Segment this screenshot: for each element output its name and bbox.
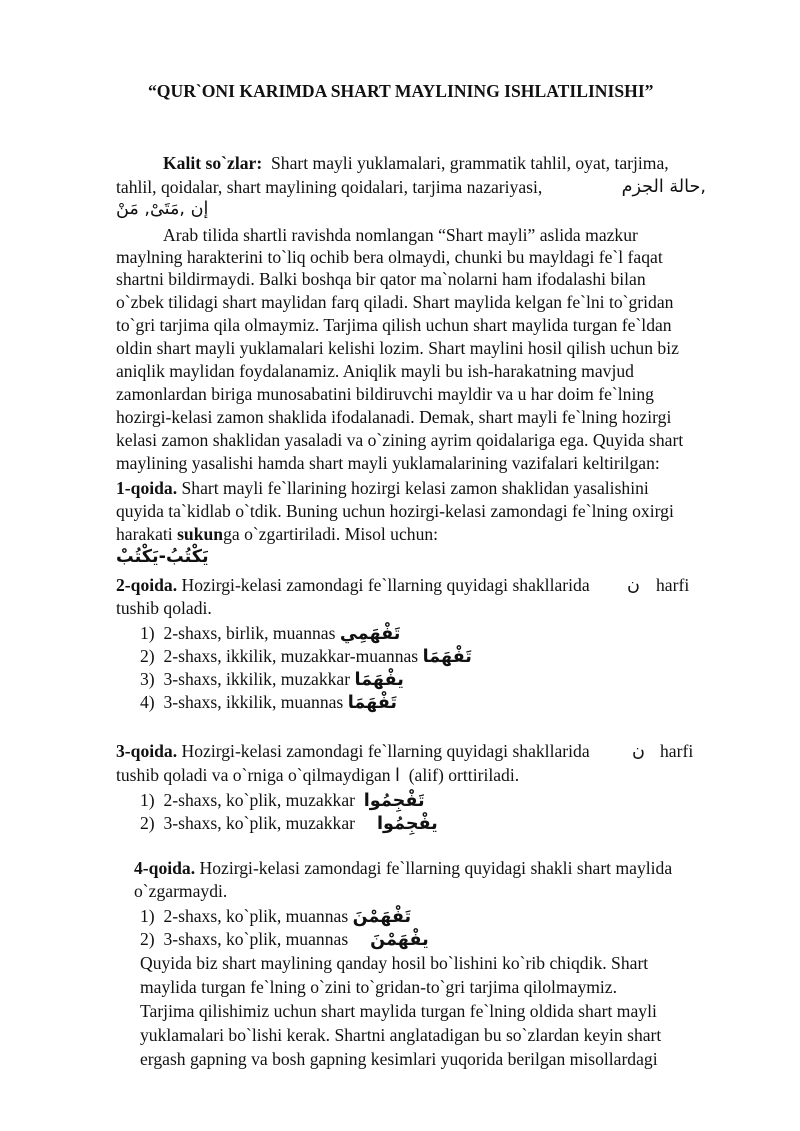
rule4-label: 4-qoida. xyxy=(134,858,196,878)
rule1-label: 1-qoida. xyxy=(116,478,178,498)
rule1-line-1: 1-qoida. Shart mayli fe`llarining hozirgi kelasi zamon shaklidan yasalishini xyxy=(116,478,649,498)
rule2-item-1: 1) 2-shaxs, birlik, muannas تَفْهَمِي xyxy=(140,623,401,644)
intro-line-11: maylining yasalishi hamda shart mayli yuklamalarining vazifalari keltirilgan: xyxy=(116,453,660,473)
intro-line-2: maylning harakterini to`liq ochib bera olmaydi, chunki bu mayldagi fe`l faqat xyxy=(116,247,663,267)
keywords-arabic-2: إن ,مَتَىْ, مَنْ xyxy=(116,199,209,219)
rule2-letter: ن xyxy=(627,575,640,595)
keywords-text-1: Shart mayli yuklamalari, grammatik tahlil, oyat, tarjima, xyxy=(270,153,669,173)
rule4-item-2: 2) 3-shaxs, ko`plik, muannas يفْهَمْنَ xyxy=(140,929,429,950)
intro-line-4: o`zbek tilidagi shart maylidan farq qiladi. Shart maylida kelgan fe`lni to`gridan xyxy=(116,292,674,312)
rule3-item-1: 1) 2-shaxs, ko`plik, muzakkar تَفْجِمُوا xyxy=(140,790,425,811)
sukun-term: sukun xyxy=(177,524,224,544)
rule3-harfi: harfi xyxy=(660,741,694,761)
rule3-letter: ن xyxy=(632,741,645,761)
closing-line-2: maylida turgan fe`lning o`zini to`gridan-to`gri tarjima qilolmaymiz. xyxy=(140,977,618,997)
keywords-line-1 xyxy=(163,152,669,174)
intro-line-10: kelasi zamon shaklidan yasaladi va o`zining ayrim qoidalariga ega. Quyida shart xyxy=(116,430,684,450)
rule3-item-2: 2) 3-shaxs, ko`plik, muzakkar يفْجِمُوا xyxy=(140,813,438,834)
closing-line-5: ergash gapning va bosh gapning kesimlari yuqorida berilgan misollardagi xyxy=(140,1049,658,1069)
rule3-label: 3-qoida. xyxy=(116,741,178,761)
rule4-line-1: 4-qoida. Hozirgi-kelasi zamondagi fe`llarning quyidagi shakli shart maylida xyxy=(134,858,673,878)
rule1-line-2: quyida ta`kidlab o`tdik. Buning uchun hozirgi-kelasi zamondagi fe`lning oxirgi xyxy=(116,501,674,521)
rule2-label: 2-qoida. xyxy=(116,575,178,595)
keywords-text-2: tahlil, qoidalar, shart maylining qoidalari, tarjima nazariyasi, xyxy=(116,177,543,197)
keywords-arabic-1: ,حالة الجزم xyxy=(621,177,706,197)
intro-line-1: Arab tilida shartli ravishda nomlangan “Shart mayli” aslida mazkur xyxy=(163,225,638,245)
intro-line-7: aniqlik maylidan foydalanamiz. Aniqlik mayli bu ish-harakatning mavjud xyxy=(116,361,634,381)
closing-line-3: Tarjima qilishimiz uchun shart maylida turgan fe`lning oldida shart mayli xyxy=(140,1001,657,1021)
intro-line-5: to`gri tarjima qila olmaymiz. Tarjima qilish uchun shart maylida turgan fe`ldan xyxy=(116,315,672,335)
rule4-item-1: 1) 2-shaxs, ko`plik, muannas تَفْهَمْنَ xyxy=(140,906,412,927)
rule3-line-1: 3-qoida. Hozirgi-kelasi zamondagi fe`llarning quyidagi shakllarida xyxy=(116,741,590,761)
rule3-line-2: tushib qoladi va o`rniga o`qilmaydigan ا (alif) orttiriladi. xyxy=(116,765,520,786)
closing-line-1: Quyida biz shart maylining qanday hosil bo`lishini ko`rib chiqdik. Shart xyxy=(140,953,649,973)
rule4-line-2: o`zgarmaydi. xyxy=(134,881,228,901)
rule1-example: يَكْتُبُ-يَكْتُبْ xyxy=(116,547,209,567)
rule2-harfi: harfi xyxy=(656,575,690,595)
intro-line-9: hozirgi-kelasi zamon shaklida ifodalanadi. Demak, shart mayli fe`lning hozirgi xyxy=(116,407,672,427)
intro-line-6: oldin shart mayli yuklamalari kelishi lozim. Shart maylini hosil qilish uchun biz xyxy=(116,338,679,358)
rule2-item-3: 3) 3-shaxs, ikkilik, muzakkar يفْهَمَا xyxy=(140,669,404,690)
rule2-line-1: 2-qoida. Hozirgi-kelasi zamondagi fe`llarning quyidagi shakllarida xyxy=(116,575,590,595)
rule1-line-3: harakati sukunga o`zgartiriladi. Misol uchun: xyxy=(116,524,439,544)
rule2-item-4: 4) 3-shaxs, ikkilik, muannas تَفْهَمَا xyxy=(140,692,397,713)
page-title: “QUR`ONI KARIMDA SHART MAYLINING ISHLATILINISHI” xyxy=(148,81,654,101)
rule2-line-2: tushib qoladi. xyxy=(116,598,212,618)
keywords-label: Kalit so`zlar: xyxy=(163,153,263,173)
closing-line-4: yuklamalari bo`lishi kerak. Shartni anglatadigan bu so`zlardan keyin shart xyxy=(140,1025,662,1045)
rule2-item-2: 2) 2-shaxs, ikkilik, muzakkar-muannas تَفْهَمَا xyxy=(140,646,472,667)
intro-line-8: zamonlardan biriga munosabatini bildiruvchi mayldir va u har doim fe`lning xyxy=(116,384,654,404)
intro-line-3: shartni bildirmaydi. Balki boshqa bir qator ma`nolarni ham ifodalashi bilan xyxy=(116,269,646,289)
alif-letter: ا xyxy=(395,766,400,786)
